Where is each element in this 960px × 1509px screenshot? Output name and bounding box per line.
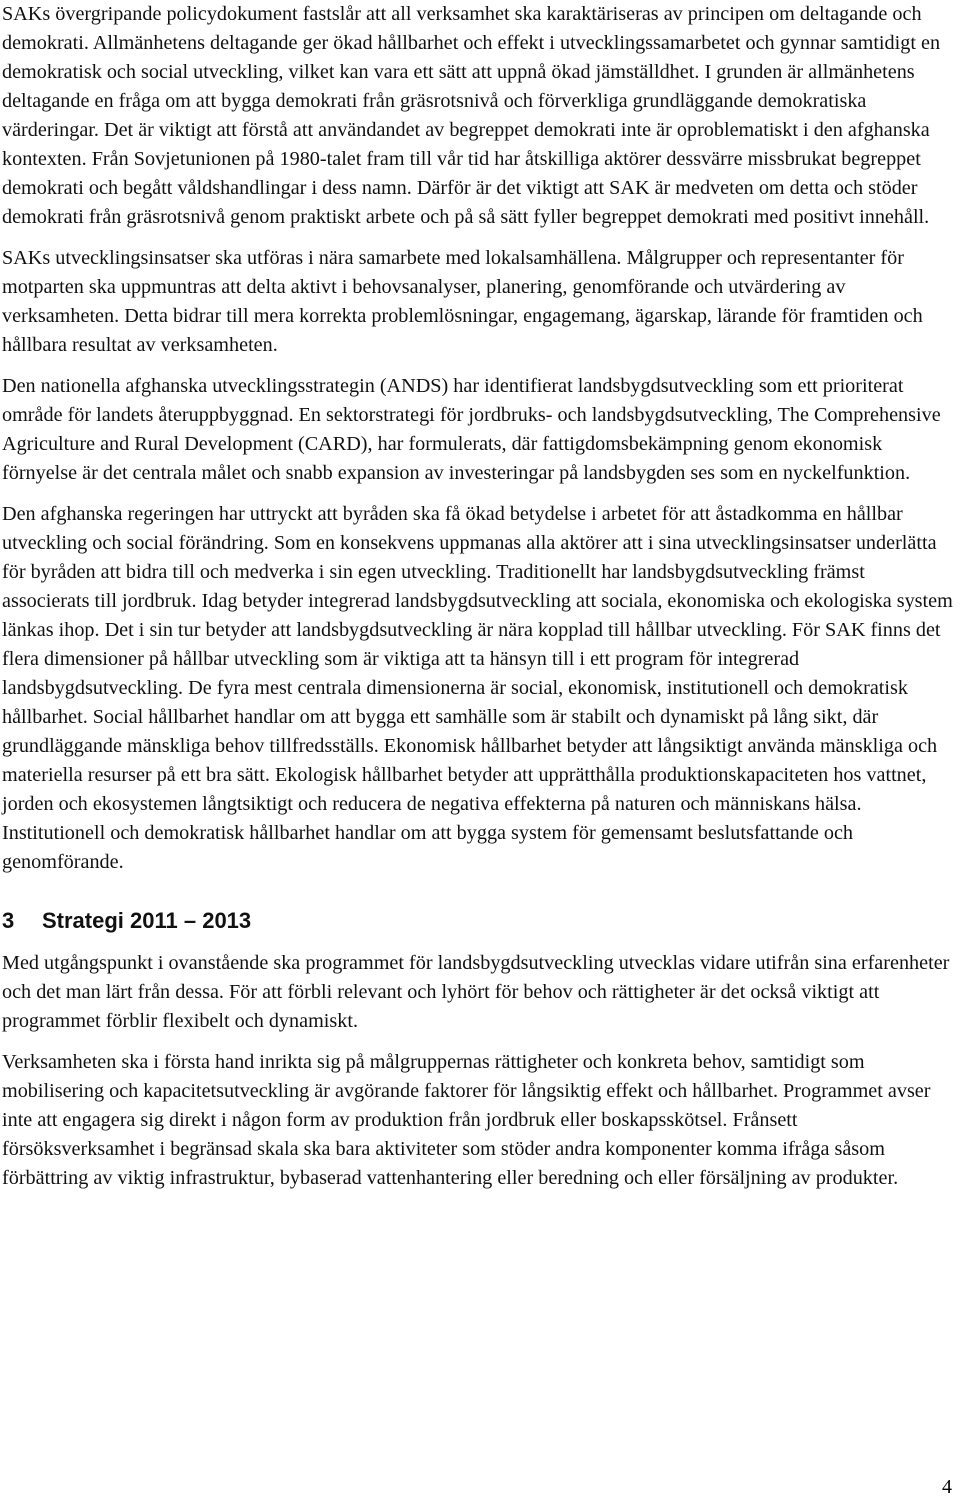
paragraph-strategy-focus: Verksamheten ska i första hand inrikta sig på målgruppernas rättigheter och konkreta behov, samtidigt som mobilisering och kapacitetsutveckling är avgörande faktorer för långsiktig effekt och hållbarhet. Programmet avser inte att engagera sig direkt i någon form av produktion från jordbruk eller boskapsskötsel. Frånsett försöksverksamhet i begränsad skala ska bara aktiviteter som stöder andra komponenter komma ifråga såsom förbättring av viktig infrastruktur, bybaserad vattenhantering eller beredning och eller försäljning av produkter.	[2, 1051, 931, 1189]
document-page	[2, 0, 954, 1193]
paragraph-village-councils: Den afghanska regeringen har uttryckt att byråden ska få ökad betydelse i arbetet för att åstadkomma en hållbar utveckling och social förändring. Som en konsekvens uppmanas alla aktörer att i sina utvecklingsinsatser underlätta för byråden att bidra till och medverka i sin egen utveckling. Traditionellt har landsbygdsutveckling främst associerats till jordbruk. Idag betyder integrerad landsbygdsutveckling att sociala, ekonomiska och ekologiska system länkas ihop. Det i sin tur betyder att landsbygdsutveckling är nära kopplad till hållbar utveckling. För SAK finns det flera dimensioner på hållbar utveckling som är viktiga att ta hänsyn till i ett program för integrerad landsbygdsutveckling. De fyra mest centrala dimensionerna är social, ekonomisk, institutionell och demokratisk hållbarhet. Social hållbarhet handlar om att bygga ett samhälle som är stabilt och dynamiskt på lång sikt, där grundläggande mänskliga behov tillfredsställs. Ekonomisk hållbarhet betyder att långsiktigt använda mänskliga och materiella resurser på ett bra sätt. Ekologisk hållbarhet betyder att upprätthålla produktionskapaciteten hos vattnet, jorden och ekosystemen långtsiktigt och reducera de negativa effekterna på naturen och människans hälsa. Institutionell och demokratisk hållbarhet handlar om att bygga system för gemensamt beslutsfattande och genomförande.	[2, 503, 953, 873]
section-number: 3	[2, 908, 15, 933]
section-heading	[2, 907, 954, 935]
paragraph-local-cooperation: SAKs utvecklingsinsatser ska utföras i nära samarbete med lokalsamhällena. Målgrupper och representanter för motparten ska uppmuntras att delta aktivt i behovsanalyser, planering, genomförande och utvärdering av verksamheten. Detta bidrar till mera korrekta problemlösningar, engagemang, ägarskap, lärande för framtiden och hållbara resultat av verksamheten.	[2, 247, 923, 356]
page-number: 4	[942, 1476, 952, 1498]
paragraph-ands: Den nationella afghanska utvecklingsstrategin (ANDS) har identifierat landsbygdsutveckling som ett prioriterat område för landets återuppbyggnad. En sektorstrategi för jordbruks- och landsbygdsutveckling, The Comprehensive Agriculture and Rural Development (CARD), har formulerats, där fattigdomsbekämpning genom ekonomisk förnyelse är det centrala målet och snabb expansion av investeringar på landsbygden ses som en nyckelfunktion.	[2, 375, 941, 484]
paragraph-democracy: SAKs övergripande policydokument fastslår att all verksamhet ska karaktäriseras av principen om deltagande och demokrati. Allmänhetens deltagande ger ökad hållbarhet och effekt i utvecklingssamarbetet och gynnar samtidigt en demokratisk och social utveckling, vilket kan vara ett sätt att uppnå ökad jämställdhet. I grunden är allmänhetens deltagande en fråga om att bygga demokrati från gräsrotsnivå och förverkliga grundläggande demokratiska värderingar. Det är viktigt att förstå att användandet av begreppet demokrati inte är oproblematiskt i den afghanska kontexten. Från Sovjetunionen på 1980-talet fram till vår tid har åtskilliga aktörer dessvärre missbrukat begreppet demokrati och begått våldshandlingar i dess namn. Därför är det viktigt att SAK är medveten om detta och stöder demokrati från gräsrotsnivå genom praktiskt arbete och på så sätt fyller begreppet demokrati med positivt innehåll.	[2, 3, 941, 228]
paragraph-strategy-intro: Med utgångspunkt i ovanstående ska programmet för landsbygdsutveckling utvecklas vidare utifrån sina erfarenheter och det man lärt från dessa. För att förbli relevant och lyhört för behov och rättigheter är det också viktigt att programmet förblir flexibelt och dynamiskt.	[2, 952, 950, 1032]
section-title: Strategi 2011 – 2013	[42, 908, 252, 933]
